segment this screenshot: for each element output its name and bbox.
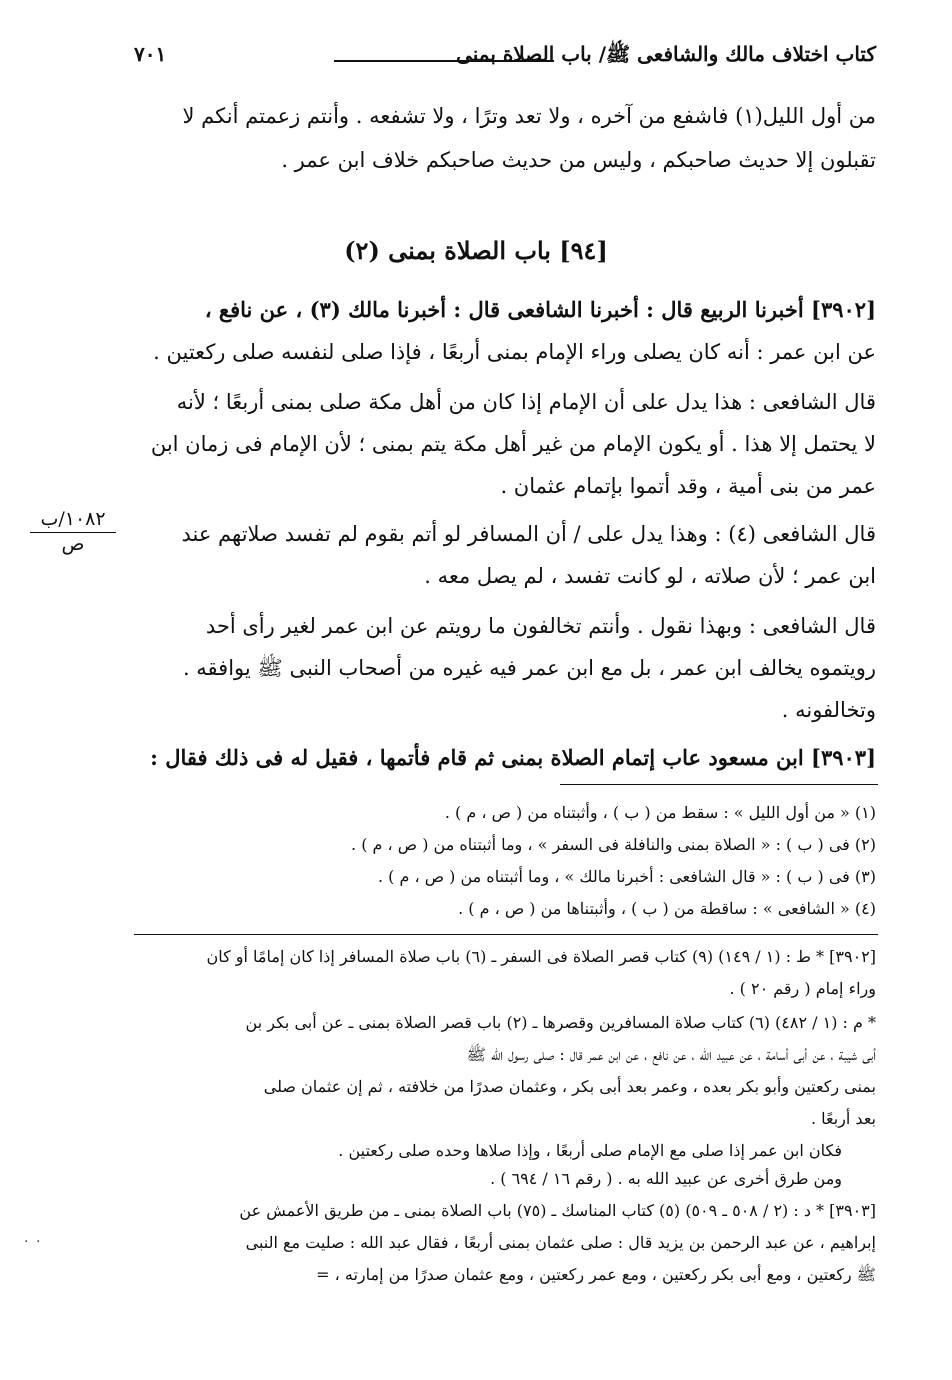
paragraph-1-line-1: [٣٩٠٢] أخبرنا الربيع قال : أخبرنا الشافعى قال : أخبرنا مالك (٣) ، عن نافع ، <box>204 297 876 322</box>
paragraph-1-line-2: عن ابن عمر : أنه كان يصلى وراء الإمام بمنى أربعًا ، فإذا صلى لنفسه صلى ركعتين . <box>153 340 876 364</box>
takhrij-line-3: * م : (١ / ٤٨٢) (٦) كتاب صلاة المسافرين وقصرها ـ (٢) باب قصر الصلاة بمنى ـ عن أبى بكر بن <box>245 1013 876 1032</box>
takhrij-line-1: [٣٩٠٢] * ط : (١ / ١٤٩) (٩) كتاب قصر الصلاة فى السفر ـ (٦) باب صلاة المسافر إذا كان إمامًا أو كان <box>206 947 876 966</box>
takhrij-line-11: ﷺ ركعتين ، ومع أبى بكر ركعتين ، ومع عمر ركعتين ، ومع عثمان صدرًا من إمارته ، = <box>316 1265 876 1284</box>
footnote-1: (١) « من أول الليل » : سقط من ( ب ) ، وأثبتناه من ( ص ، م ) . <box>444 803 876 822</box>
margin-folio-note <box>30 508 116 555</box>
paragraph-4-line-3: وتخالفونه . <box>781 698 876 722</box>
footnote-3: (٣) فى ( ب ) : « قال الشافعى : أخبرنا مالك » ، وما أثبتناه من ( ص ، م ) . <box>377 867 876 886</box>
margin-folio-top: ١٠٨٢/ب <box>30 508 116 533</box>
paragraph-4-line-1: قال الشافعى : وبهذا نقول . وأنتم تخالفون ما رويتم عن ابن عمر لغير رأى أحد <box>205 614 876 638</box>
paragraph-5-line-1: [٣٩٠٣] ابن مسعود عاب إتمام الصلاة بمنى ثم قام فأتمها ، فقيل له فى ذلك فقال : <box>150 745 876 770</box>
paragraph-3-line-1: قال الشافعى (٤) : وهذا يدل على / أن المسافر لو أتم بقوم لم تفسد صلاتهم عند <box>181 522 876 546</box>
takhrij-separator <box>134 934 878 935</box>
takhrij-line-5: بمنى ركعتين وأبو بكر بعده ، وعمر بعد أبى بكر ، وعثمان صدرًا من خلافته ، ثم إن عثمان صلى <box>263 1077 876 1096</box>
takhrij-line-8: ومن طرق أخرى عن عبيد الله به . ( رقم ١٦ / ٦٩٤ ) . <box>490 1169 842 1188</box>
header-title: كتاب اختلاف مالك والشافعى ﷺ/ باب الصلاة بمنى <box>456 42 876 66</box>
paragraph-2-line-3: عمر من بنى أمية ، وقد أتموا بإتمام عثمان . <box>500 474 876 498</box>
margin-folio-bottom: ص <box>61 533 85 555</box>
footnote-4: (٤) « الشافعى » : ساقطة من ( ب ) ، وأثبتناها من ( ص ، م ) . <box>458 899 876 918</box>
paragraph-2-line-1: قال الشافعى : هذا يدل على أن الإمام إذا كان من أهل مكة صلى بمنى أربعًا ؛ لأنه <box>176 390 876 414</box>
takhrij-line-4: أبى شيبة ، عن أبى أسامة ، عن عبيد الله ، عن نافع ، عن ابن عمر قال : صلى رسول الله ﷺ <box>466 1045 876 1064</box>
intro-line-1: من أول الليل(١) فاشفع من آخره ، ولا تعد وترًا ، ولا تشفعه . وأنتم زعمتم أنكم لا <box>182 104 876 128</box>
scan-speck: · <box>24 1234 29 1250</box>
scan-speck: · <box>36 1234 41 1250</box>
takhrij-line-10: إبراهيم ، عن عبد الرحمن بن يزيد قال : صلى عثمان بمنى أربعًا ، فقال عبد الله : صليت مع النبى <box>245 1233 876 1252</box>
footnote-2: (٢) فى ( ب ) : « الصلاة بمنى والنافلة فى السفر » ، وما أثبتناه من ( ص ، م ) . <box>351 835 876 854</box>
running-header <box>134 38 876 78</box>
footnote-separator <box>560 784 878 785</box>
takhrij-line-6: بعد أربعًا . <box>810 1109 876 1128</box>
chapter-heading: [٩٤] باب الصلاة بمنى (٢) <box>344 236 608 265</box>
paragraph-3-line-2: ابن عمر ؛ لأن صلاته ، لو كانت تفسد ، لم يصل معه . <box>424 564 876 588</box>
takhrij-line-2: وراء إمام ( رقم ٢٠ ) . <box>729 979 876 998</box>
paragraph-4-line-2: رويتموه يخالف ابن عمر ، بل مع ابن عمر فيه غيره من أصحاب النبى ﷺ يوافقه . <box>182 656 876 680</box>
paragraph-2-line-2: لا يحتمل إلا هذا . أو يكون الإمام من غير أهل مكة يتم بمنى ؛ لأن الإمام فى زمان ابن <box>150 432 876 456</box>
takhrij-line-9: [٣٩٠٣] * د : (٢ / ٥٠٨ ـ ٥٠٩) (٥) كتاب المناسك ـ (٧٥) باب الصلاة بمنى ـ من طريق الأعمش عن <box>239 1201 876 1220</box>
page-number: ٧٠١ <box>134 42 167 66</box>
takhrij-line-7: فكان ابن عمر إذا صلى مع الإمام صلى أربعًا ، وإذا صلاها وحده صلى ركعتين . <box>338 1141 842 1160</box>
header-rule <box>334 60 554 62</box>
intro-line-2: تقبلون إلا حديث صاحبكم ، وليس من حديث صاحبكم خلاف ابن عمر . <box>281 148 876 172</box>
